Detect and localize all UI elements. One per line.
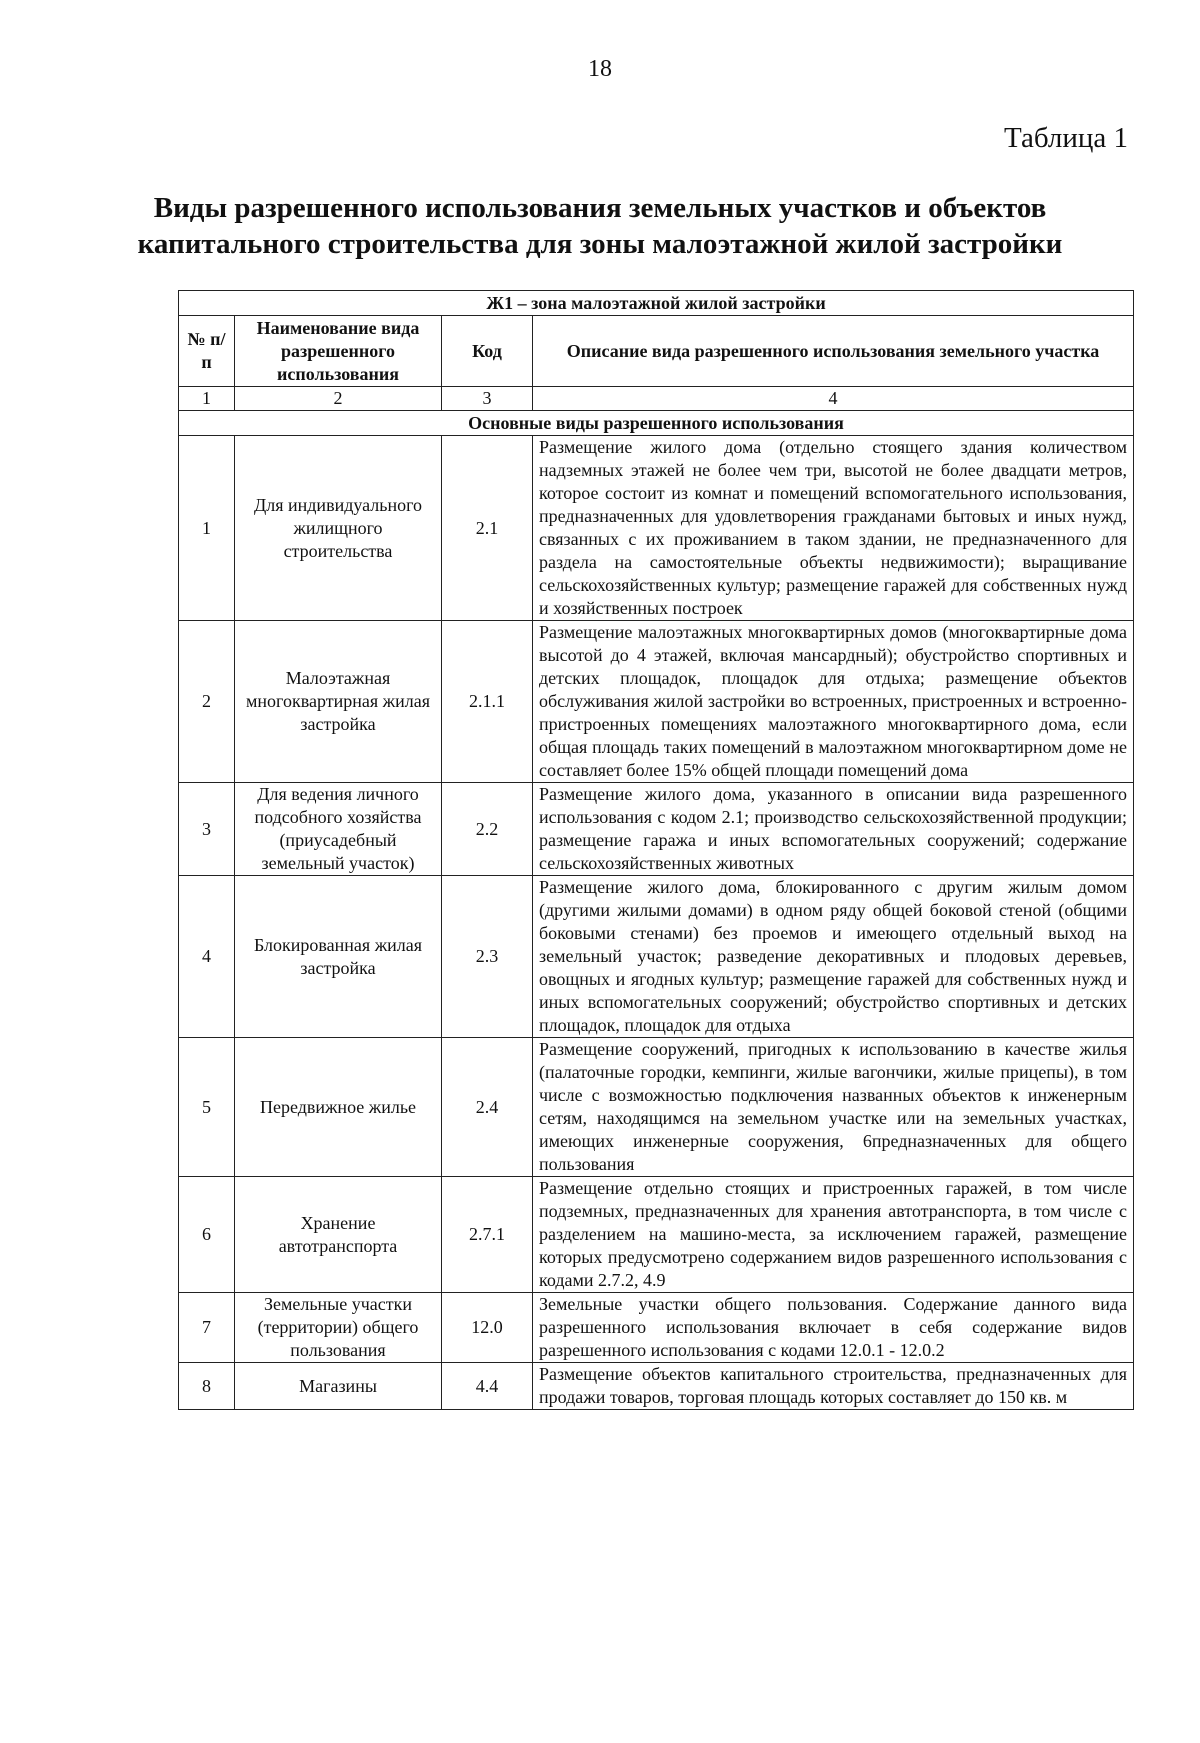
page-number: 18 — [588, 56, 612, 82]
table-row — [179, 1363, 1134, 1410]
row-description: Размещение сооружений, пригодных к использованию в качестве жилья (палаточные городки, кемпинги, жилые вагончики, жилые прицепы), в том числе с возможностью подключения названных объектов к инженерным сетям, находящимся на земельном участке или на земельных участках, имеющих инженерные сооружения, 6предназначенных для общего пользования — [533, 1038, 1134, 1177]
row-code: 2.1.1 — [442, 621, 533, 783]
table-row — [179, 1177, 1134, 1293]
column-number: 3 — [442, 387, 533, 411]
land-use-table — [178, 290, 1134, 1410]
column-header-code: Код — [442, 316, 533, 387]
row-description: Размещение объектов капитального строительства, предназначенных для продажи товаров, торговая площадь которых составляет до 150 кв. м — [533, 1363, 1134, 1410]
table-row — [179, 783, 1134, 876]
table-row — [179, 621, 1134, 783]
row-name: Земельные участки (территории) общего пользования — [235, 1293, 442, 1363]
row-number: 6 — [179, 1177, 235, 1293]
row-number: 3 — [179, 783, 235, 876]
row-name: Малоэтажная многоквартирная жилая застройка — [235, 621, 442, 783]
table-row — [179, 1293, 1134, 1363]
column-header-num: № п/п — [179, 316, 235, 387]
row-number: 8 — [179, 1363, 235, 1410]
row-name: Магазины — [235, 1363, 442, 1410]
row-number: 5 — [179, 1038, 235, 1177]
row-name: Хранение автотранспорта — [235, 1177, 442, 1293]
row-code: 2.7.1 — [442, 1177, 533, 1293]
row-code: 12.0 — [442, 1293, 533, 1363]
section-title: Основные виды разрешенного использования — [179, 411, 1134, 436]
table-row — [179, 1038, 1134, 1177]
row-description: Земельные участки общего пользования. Содержание данного вида разрешенного использования включает в себя содержание видов разрешенного использования с кодами 12.0.1 - 12.0.2 — [533, 1293, 1134, 1363]
column-header-desc: Описание вида разрешенного использования земельного участка — [533, 316, 1134, 387]
column-number: 4 — [533, 387, 1134, 411]
document-title — [100, 190, 1100, 262]
table-row — [179, 436, 1134, 621]
table-caption: Таблица 1 — [1003, 122, 1128, 154]
document-title-line-1: Виды разрешенного использования земельных участков и объектов — [153, 192, 1047, 224]
column-header-name: Наименование вида разрешенного использования — [235, 316, 442, 387]
column-number: 1 — [179, 387, 235, 411]
zone-header: Ж1 – зона малоэтажной жилой застройки — [179, 291, 1134, 316]
row-name: Для индивидуального жилищного строительства — [235, 436, 442, 621]
row-number: 1 — [179, 436, 235, 621]
row-name: Для ведения личного подсобного хозяйства (приусадебный земельный участок) — [235, 783, 442, 876]
row-description: Размещение жилого дома (отдельно стоящего здания количеством надземных этажей не более чем три, высотой не более двадцати метров, которое состоит из комнат и помещений вспомогательного использования, предназначенных для удовлетворения гражданами бытовых и иных нужд, связанных с их проживанием в таком здании, не предназначенного для раздела на самостоятельные объекты недвижимости); выращивание сельскохозяйственных культур; размещение гаражей для собственных нужд и хозяйственных построек — [533, 436, 1134, 621]
row-description: Размещение жилого дома, блокированного с другим жилым домом (другими жилыми домами) в одном ряду общей боковой стеной (общими боковыми стенами) без проемов и имеющего отдельный выход на земельный участок; разведение декоративных и плодовых деревьев, овощных и ягодных культур; размещение гаражей для собственных нужд и иных вспомогательных сооружений; обустройство спортивных и детских площадок, площадок для отдыха — [533, 876, 1134, 1038]
table-row — [179, 876, 1134, 1038]
row-number: 4 — [179, 876, 235, 1038]
row-number: 7 — [179, 1293, 235, 1363]
row-description: Размещение отдельно стоящих и пристроенных гаражей, в том числе подземных, предназначенных для хранения автотранспорта, в том числе с разделением на машино-места, за исключением гаражей, размещение которых предусмотрено содержанием видов разрешенного использования с кодами 2.7.2, 4.9 — [533, 1177, 1134, 1293]
row-name: Передвижное жилье — [235, 1038, 442, 1177]
row-name: Блокированная жилая застройка — [235, 876, 442, 1038]
row-code: 2.1 — [442, 436, 533, 621]
document-title-line-2: капитального строительства для зоны малоэтажной жилой застройки — [137, 228, 1063, 260]
row-code: 2.4 — [442, 1038, 533, 1177]
row-description: Размещение малоэтажных многоквартирных домов (многоквартирные дома высотой до 4 этажей, включая мансардный); обустройство спортивных и детских площадок, площадок для отдыха; размещение объектов обслуживания жилой застройки во встроенных, пристроенных и встроенно-пристроенных помещениях малоэтажного многоквартирного дома, если общая площадь таких помещений в малоэтажном многоквартирном доме не составляет более 15% общей площади помещений дома — [533, 621, 1134, 783]
row-description: Размещение жилого дома, указанного в описании вида разрешенного использования с кодом 2.1; производство сельскохозяйственной продукции; размещение гаража и иных вспомогательных сооружений; содержание сельскохозяйственных животных — [533, 783, 1134, 876]
column-number: 2 — [235, 387, 442, 411]
row-code: 4.4 — [442, 1363, 533, 1410]
row-code: 2.3 — [442, 876, 533, 1038]
row-number: 2 — [179, 621, 235, 783]
row-code: 2.2 — [442, 783, 533, 876]
